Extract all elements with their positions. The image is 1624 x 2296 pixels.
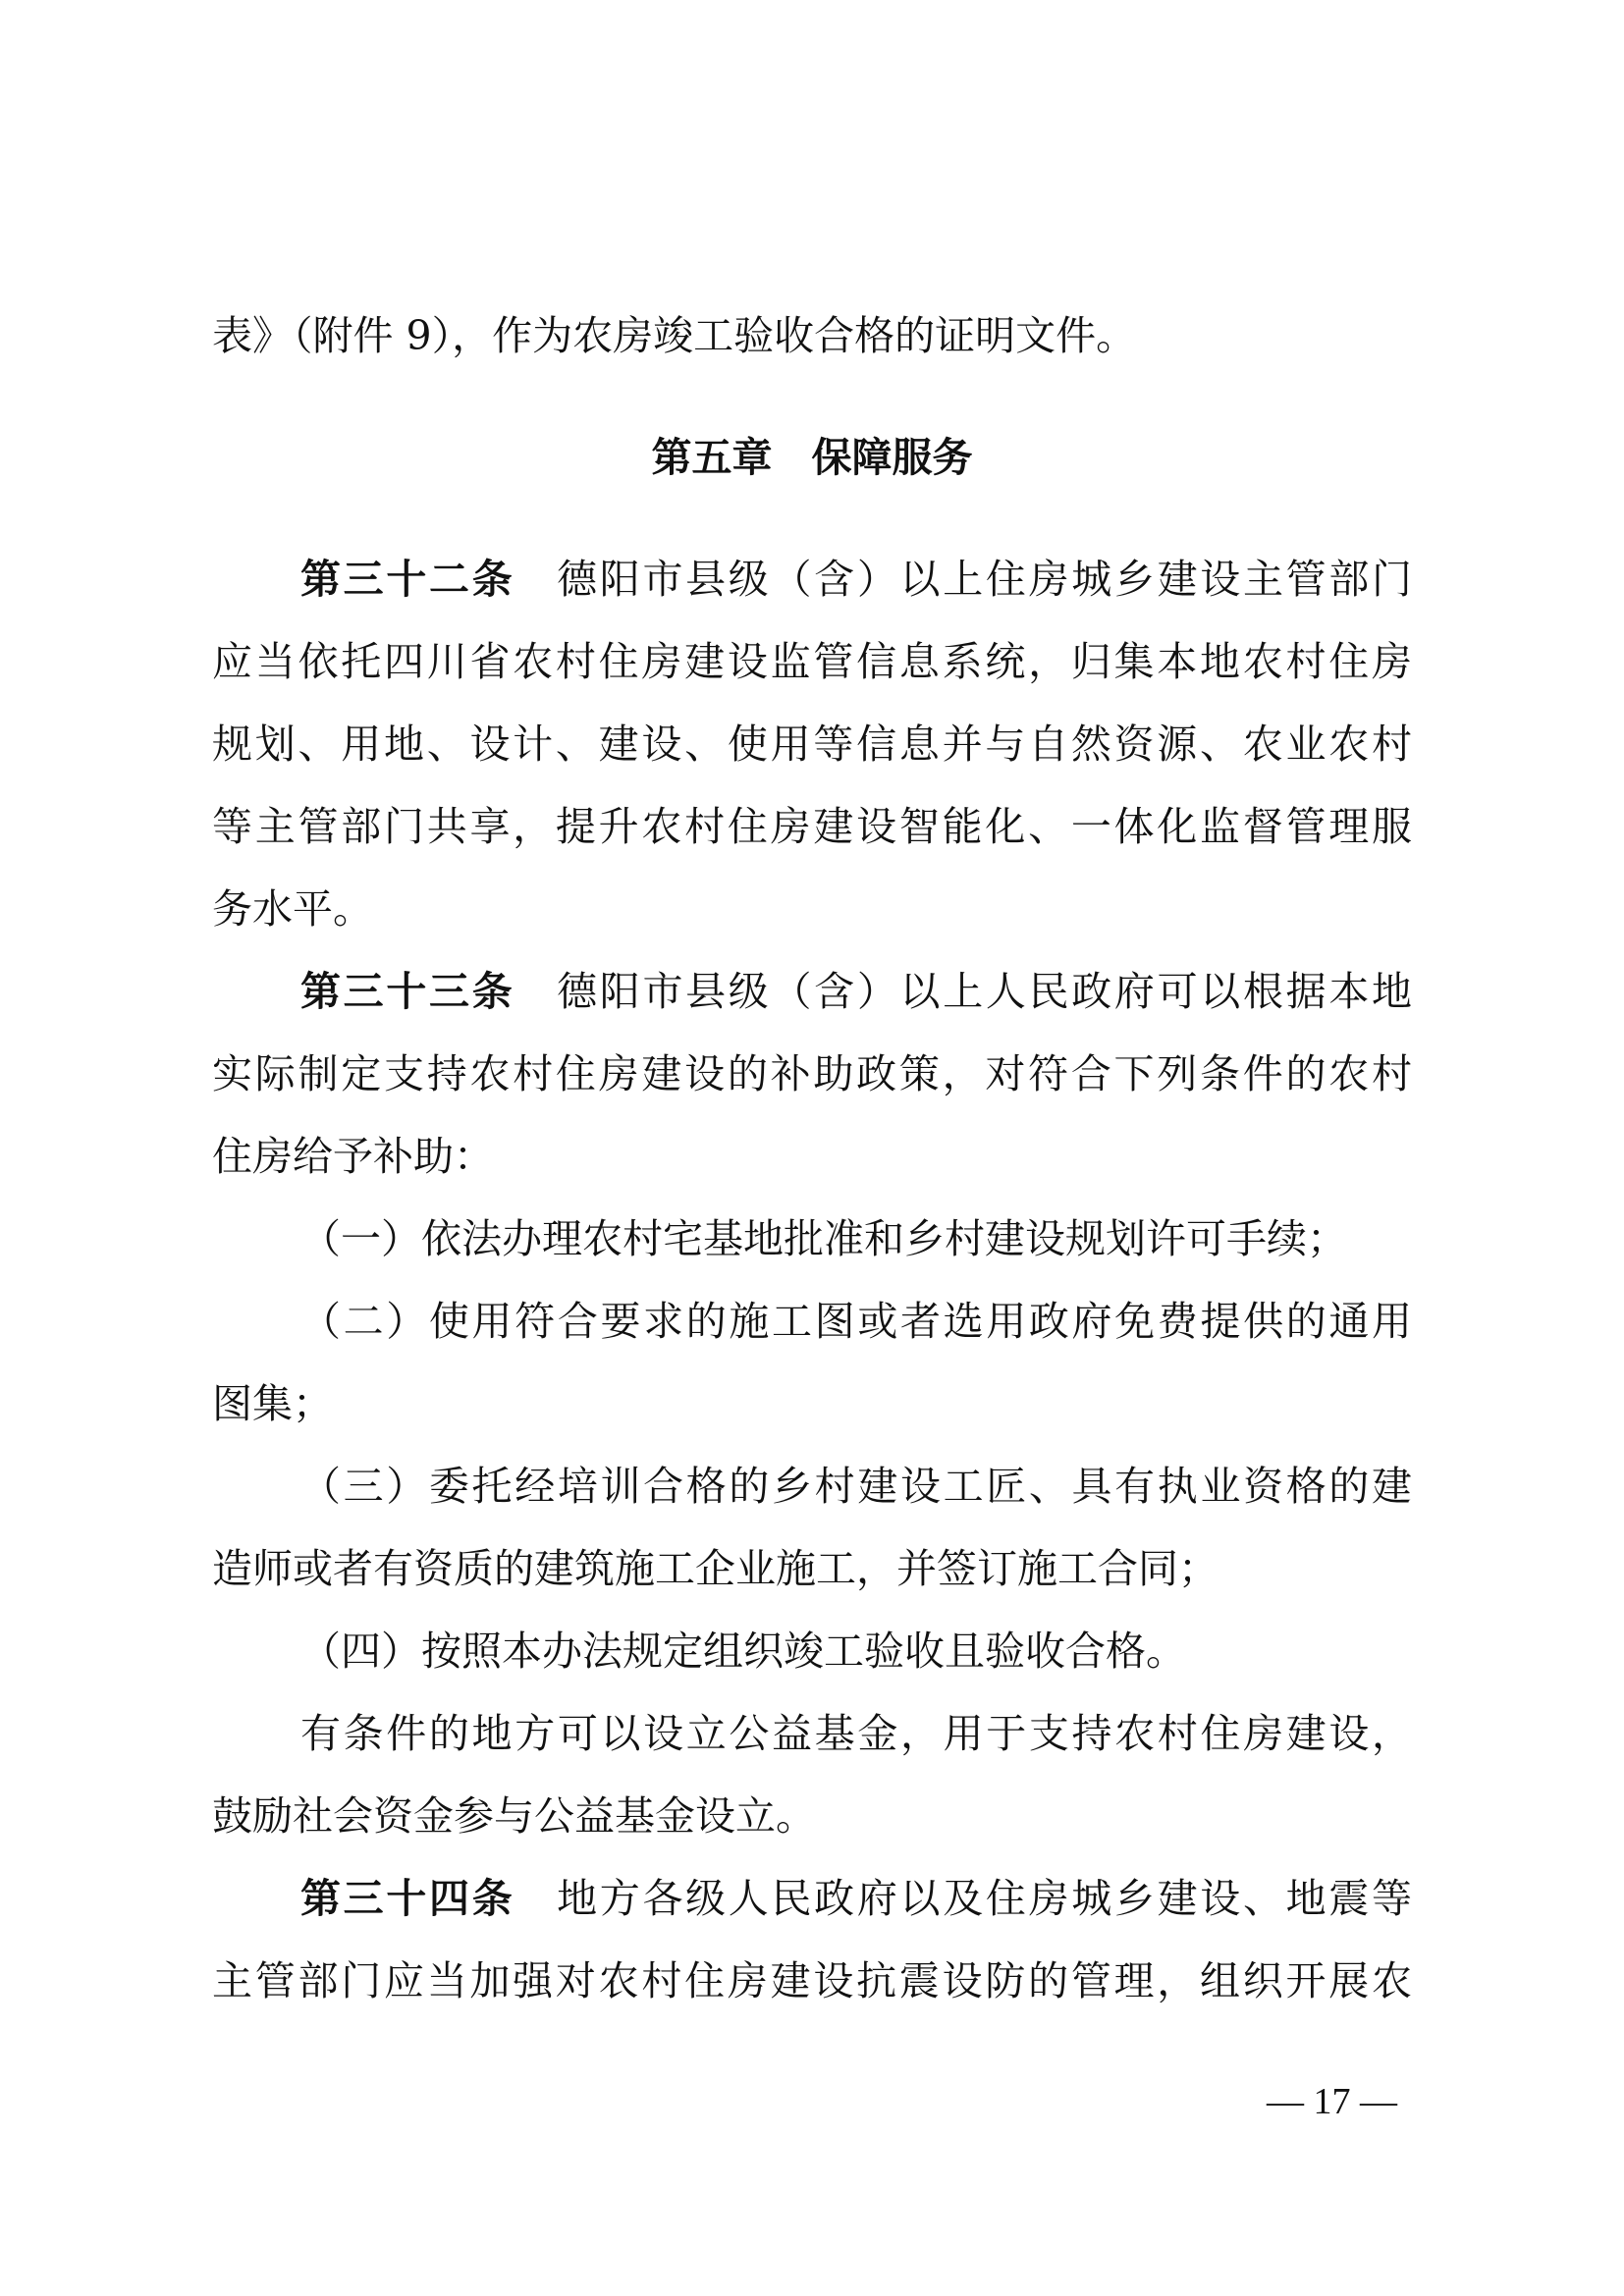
article-34-label: 第三十四条 xyxy=(300,1875,515,1922)
text-line: 住房给予补助： xyxy=(212,1133,494,1180)
chapter-number: 第五章 xyxy=(651,434,773,481)
text-line: 图集； xyxy=(212,1380,333,1427)
text-line: 规划、用地、设计、建设、使用等信息并与自然资源、农业农村 xyxy=(212,721,1412,768)
list-item: （四）按照本办法规定组织竣工验收且验收合格。 xyxy=(300,1628,1186,1675)
article-34-first-line xyxy=(212,1857,1412,1940)
text-line: 应当依托四川省农村住房建设监管信息系统，归集本地农村住房 xyxy=(212,638,1412,685)
text-line: 有条件的地方可以设立公益基金，用于支持农村住房建设， xyxy=(300,1710,1412,1757)
text-line: 务水平。 xyxy=(212,885,373,933)
article-33-text: 德阳市县级（含）以上人民政府可以根据本地 xyxy=(554,968,1413,1015)
page-number: — 17 — xyxy=(1267,2081,1397,2122)
list-item: （二）使用符合要求的施工图或者选用政府免费提供的通用 xyxy=(300,1298,1412,1345)
text-line: 实际制定支持农村住房建设的补助政策，对符合下列条件的农村 xyxy=(212,1050,1412,1097)
article-33-label: 第三十三条 xyxy=(300,968,515,1015)
article-33-first-line xyxy=(212,950,1412,1033)
text-line: 表》（附件 9），作为农房竣工验收合格的证明文件。 xyxy=(212,312,1137,359)
chapter-title: 保障服务 xyxy=(811,434,973,481)
body-text xyxy=(212,294,1412,2022)
text-line: 造师或者有资质的建筑施工企业施工，并签订施工合同； xyxy=(212,1545,1218,1592)
list-item: （一）依法办理农村宅基地批准和乡村建设规划许可手续； xyxy=(300,1215,1347,1262)
text-line: 等主管部门共享，提升农村住房建设智能化、一体化监督管理服 xyxy=(212,803,1412,850)
article-32-label: 第三十二条 xyxy=(300,556,515,603)
list-item: （三）委托经培训合格的乡村建设工匠、具有执业资格的建 xyxy=(300,1463,1412,1510)
article-34-text: 地方各级人民政府以及住房城乡建设、地震等 xyxy=(554,1875,1413,1922)
chapter-heading xyxy=(212,416,1412,499)
article-32-first-line xyxy=(212,538,1412,620)
text-line: 鼓励社会资金参与公益基金设立。 xyxy=(212,1792,816,1840)
text-line: 主管部门应当加强对农村住房建设抗震设防的管理，组织开展农 xyxy=(212,1957,1412,2004)
article-32-text: 德阳市县级（含）以上住房城乡建设主管部门 xyxy=(554,556,1413,603)
